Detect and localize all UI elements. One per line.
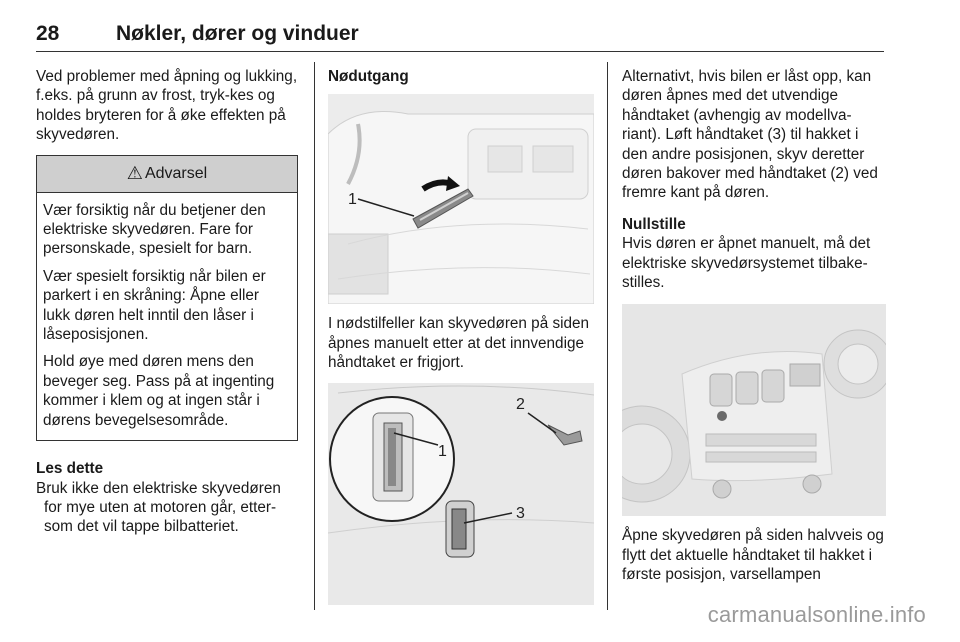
chapter-title: Nøkler, dører og vinduer <box>116 22 359 45</box>
warning-header <box>37 156 297 193</box>
callout-label: 1 <box>438 442 447 460</box>
section-heading-emergency-exit: Nødutgang <box>328 68 409 85</box>
page-number: 28 <box>36 22 60 45</box>
warning-paragraph: Vær forsiktig når du betjener den elektriske skyvedøren. Fare for personskade, spesielt for barn. <box>43 201 266 258</box>
callout-label: 3 <box>516 504 525 522</box>
section-heading-reset: Nullstille <box>622 215 686 233</box>
alternative-paragraph: Alternativt, hvis bilen er låst opp, kan døren åpnes med det utvendige håndtaket (avhengig av modellva-riant). Løft håndtaket (3) til hakket i den andre posisjonen, skyv deretter døren bakover med håndtaket (2) ved fremre kant på døren. <box>622 68 878 202</box>
column-divider-2 <box>607 62 608 610</box>
reset-paragraph: Hvis døren er åpnet manuelt, må det elektriske skyvedørsystemet tilbake-stilles. <box>622 235 871 292</box>
figure-door-handles <box>328 383 594 605</box>
note-title: Les dette <box>36 460 104 478</box>
intro-paragraph: Ved problemer med åpning og lukking, f.eks. på grunn av frost, tryk-kes og holdes bryteren for å øke effekten på skyvedøren. <box>36 68 298 144</box>
column-divider-1 <box>314 62 315 610</box>
column-right <box>622 67 888 585</box>
warning-paragraph: Vær spesielt forsiktig når bilen er parkert i en skråning: Åpne eller lukk døren helt inntil den låser i låseposisjonen. <box>43 267 266 344</box>
warning-triangle-icon: ⚠ <box>126 162 143 183</box>
callout-label: 1 <box>348 191 357 209</box>
dashboard-illustration <box>622 304 886 516</box>
callout-label: 2 <box>516 395 525 413</box>
open-door-paragraph: Åpne skyvedøren på siden halvveis og flytt det aktuelle håndtaket til hakket i første posisjon, varsellampen <box>622 527 884 584</box>
interior-handle-illustration <box>328 94 594 304</box>
figure-dashboard-switch <box>622 304 886 516</box>
warning-body <box>37 193 297 440</box>
column-left <box>36 67 302 537</box>
header-rule <box>36 51 884 52</box>
door-handles-illustration <box>328 383 594 605</box>
column-middle <box>328 67 594 615</box>
warning-box <box>36 155 298 441</box>
emergency-paragraph: I nødstilfeller kan skyvedøren på siden åpnes manuelt etter at det innvendige håndtaket er frigjort. <box>328 315 590 372</box>
warning-paragraph: Hold øye med døren mens den beveger seg. Pass på at ingenting kommer i klem og at ingen står i dørens bevegelsesområde. <box>43 353 275 429</box>
figure-interior-handle <box>328 94 594 304</box>
note-text: Bruk ikke den elektriske skyvedøren for mye uten at motoren går, etter-som det vil tappe bilbatteriet. <box>36 479 281 536</box>
warning-title: Advarsel <box>144 164 208 182</box>
watermark: carmanualsonline.info <box>707 602 926 627</box>
